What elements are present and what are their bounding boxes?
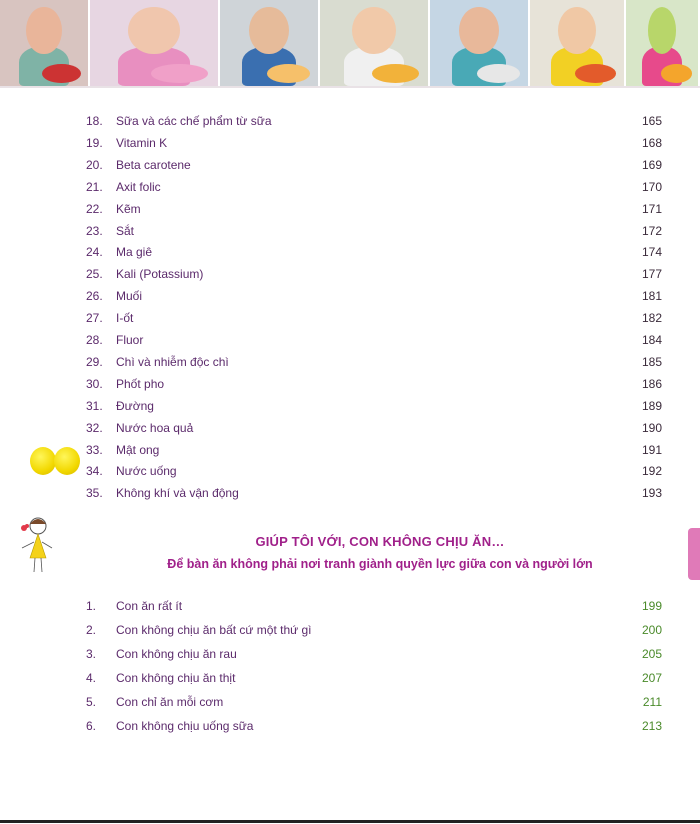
toc-page: 170 xyxy=(641,179,662,194)
toc-num: 26. xyxy=(86,289,103,304)
page-edge xyxy=(0,820,700,823)
toc-page: 172 xyxy=(641,223,662,238)
toc-num: 19. xyxy=(86,135,103,150)
toc-row xyxy=(86,333,662,353)
toc-title: Con không chịu ăn rau xyxy=(116,647,237,661)
toc-num: 28. xyxy=(86,333,103,347)
toc-page: 207 xyxy=(641,671,662,685)
toc-page: 168 xyxy=(641,135,662,150)
toc-page: 181 xyxy=(641,289,662,304)
toc-title: Nước hoa quả xyxy=(116,420,194,435)
divider xyxy=(0,86,700,88)
toc-row xyxy=(86,136,662,156)
toc-page: 190 xyxy=(641,420,662,435)
toc-num: 4. xyxy=(86,671,97,685)
baby-photo xyxy=(220,0,320,86)
toc-page: 174 xyxy=(641,245,662,260)
toc-row xyxy=(86,421,662,441)
toc-row xyxy=(86,399,662,419)
baby-photo xyxy=(626,0,700,86)
toc-row xyxy=(86,114,662,134)
toc-title: Sữa và các chế phẩm từ sữa xyxy=(116,114,272,128)
toc-title: Mật ong xyxy=(116,442,160,457)
toc-num: 32. xyxy=(86,420,103,435)
toc-page: 211 xyxy=(642,695,662,709)
toc-row xyxy=(86,464,662,484)
toc-row xyxy=(86,245,662,265)
toc-num: 21. xyxy=(86,179,103,194)
toc-row xyxy=(86,289,662,309)
toc-title: Sắt xyxy=(116,223,135,238)
toc-num: 31. xyxy=(86,398,103,413)
toc-title: I-ốt xyxy=(116,311,134,326)
section-subheading: Để bàn ăn không phải nơi tranh giành quyền lực giữa con và người lớn xyxy=(167,557,593,571)
toc-row xyxy=(86,599,662,619)
toc-num: 23. xyxy=(86,223,103,238)
toc-title: Con không chịu ăn thịt xyxy=(116,671,236,685)
baby-photo xyxy=(320,0,430,86)
girl-illustration xyxy=(16,512,56,578)
toc-num: 6. xyxy=(86,719,97,733)
yellow-balls-illustration xyxy=(30,447,82,477)
toc-num: 3. xyxy=(86,647,97,661)
toc-num: 20. xyxy=(86,157,103,172)
toc-row xyxy=(86,355,662,375)
toc-num: 27. xyxy=(86,311,103,326)
toc-title: Đường xyxy=(116,398,154,413)
toc-title: Phốt pho xyxy=(116,376,165,391)
section-heading: GIÚP TÔI VỚI, CON KHÔNG CHỊU ĂN… xyxy=(255,534,505,549)
toc-row xyxy=(86,267,662,287)
toc-num: 2. xyxy=(86,623,97,637)
toc-num: 1. xyxy=(86,599,97,613)
side-tab xyxy=(688,528,700,580)
toc-title: Kẽm xyxy=(116,201,141,216)
toc-title: Fluor xyxy=(116,333,144,347)
baby-photo xyxy=(530,0,626,86)
toc-num: 24. xyxy=(86,245,103,260)
toc-page: 191 xyxy=(641,442,662,457)
toc-page: 184 xyxy=(641,333,662,347)
toc-row xyxy=(86,671,662,691)
toc-page: 192 xyxy=(641,464,662,479)
toc-num: 33. xyxy=(86,442,103,457)
toc-row xyxy=(86,695,662,715)
toc-title: Kali (Potassium) xyxy=(116,267,204,282)
toc-title: Con chỉ ăn mỗi cơm xyxy=(116,695,224,709)
toc-num: 5. xyxy=(86,695,97,709)
toc-page: 169 xyxy=(641,157,662,172)
toc-title: Con ăn rất ít xyxy=(116,599,183,613)
toc-num: 30. xyxy=(86,376,103,391)
photo-strip xyxy=(0,0,700,86)
toc-num: 25. xyxy=(86,267,103,282)
toc-page: 193 xyxy=(641,486,662,501)
toc-num: 18. xyxy=(86,114,103,128)
toc-num: 29. xyxy=(86,354,103,369)
toc-page: 165 xyxy=(641,114,662,128)
toc-num: 22. xyxy=(86,201,103,216)
toc-title: Beta carotene xyxy=(116,157,191,172)
toc-page: 182 xyxy=(641,311,662,326)
baby-photo xyxy=(90,0,220,86)
toc-row xyxy=(86,486,662,506)
toc-row xyxy=(86,224,662,244)
toc-page: 189 xyxy=(641,398,662,413)
toc-title: Nước uống xyxy=(116,464,177,479)
toc-title: Con không chịu uống sữa xyxy=(116,719,254,733)
toc-title: Vitamin K xyxy=(116,135,168,150)
toc-page: 185 xyxy=(641,354,662,369)
toc-row xyxy=(86,158,662,178)
toc-row xyxy=(86,719,662,739)
toc-row xyxy=(86,180,662,200)
baby-photo xyxy=(0,0,90,86)
toc-row xyxy=(86,202,662,222)
toc-page: 171 xyxy=(641,201,662,216)
toc-title: Con không chịu ăn bất cứ một thứ gì xyxy=(116,623,312,637)
toc-title: Muối xyxy=(116,289,143,304)
toc-title: Axit folic xyxy=(116,179,161,194)
toc-row xyxy=(86,311,662,331)
toc-num: 35. xyxy=(86,486,103,501)
toc-title: Không khí và vận động xyxy=(116,486,239,501)
toc-page: 200 xyxy=(641,623,662,637)
toc-page: 205 xyxy=(641,647,662,661)
toc-row xyxy=(86,647,662,667)
toc-title: Ma giê xyxy=(116,245,153,260)
toc-page: 199 xyxy=(641,599,662,613)
toc-row xyxy=(86,377,662,397)
baby-photo xyxy=(430,0,530,86)
toc-page: 177 xyxy=(641,267,662,282)
toc-page: 186 xyxy=(641,376,662,391)
toc-row xyxy=(86,443,662,463)
toc-num: 34. xyxy=(86,464,103,479)
toc-page: 213 xyxy=(641,719,662,733)
toc-title: Chì và nhiễm độc chì xyxy=(116,354,229,369)
toc-row xyxy=(86,623,662,643)
